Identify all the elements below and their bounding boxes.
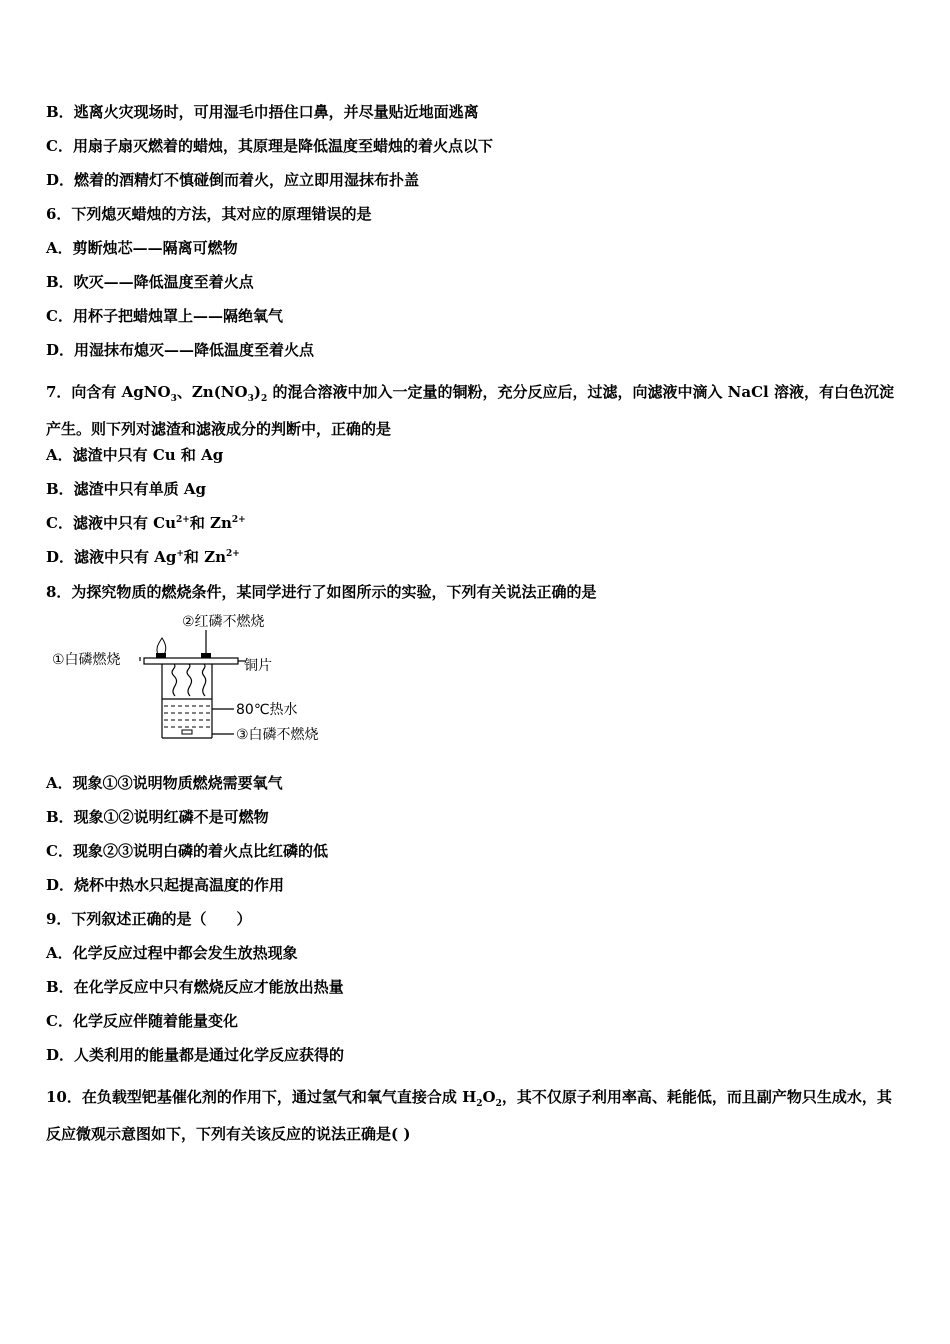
question-7-option-d — [46, 547, 240, 567]
q10-stem-part: ，其不仅原子利用率高、耗能低，而且副产物只生成水，其反应微观示意图如下，下列有关该反应的说法正确是( ) — [46, 1088, 892, 1143]
question-10-stem — [46, 1079, 904, 1153]
q7-stem-part: 的混合溶液中加入一定量的铜粉，充分反应后，过滤，向滤液中滴入 NaCl 溶液，有白色沉淀产生。则下列对滤渣和滤液成分的判断中，正确的是 — [46, 383, 894, 438]
question-8-option-b: B．现象①②说明红磷不是可燃物 — [46, 808, 269, 826]
q7-sub: 3 — [247, 394, 254, 404]
label-red-phosphorus: ②红磷不燃烧 — [182, 614, 265, 630]
question-8-option-d: D．烧杯中热水只起提高温度的作用 — [46, 876, 285, 894]
question-9-option-a: A．化学反应过程中都会发生放热现象 — [46, 944, 298, 962]
q7c-sup: 2+ — [231, 515, 246, 525]
q7d-part: 和 Zn — [183, 548, 226, 566]
question-9-option-b: B．在化学反应中只有燃烧反应才能放出热量 — [46, 978, 344, 996]
q7-sub: 3 — [170, 394, 177, 404]
question-9-option-d: D．人类利用的能量都是通过化学反应获得的 — [46, 1046, 345, 1064]
question-6-option-d: D．用湿抹布熄灭——降低温度至着火点 — [46, 341, 315, 359]
label-white-phosphorus-in-water: ③白磷不燃烧 — [236, 727, 319, 743]
question-9-stem: 9．下列叙述正确的是（ ） — [46, 910, 252, 928]
question-7-stem — [46, 374, 904, 448]
label-white-phosphorus-burning: ①白磷燃烧 — [52, 652, 121, 668]
q10-sub: 2 — [476, 1099, 483, 1109]
label-copper-sheet: 铜片 — [244, 658, 272, 674]
question-7-option-c — [46, 513, 246, 533]
q7-sub: 2 — [260, 394, 268, 404]
label-hot-water: 80℃热水 — [236, 702, 298, 718]
question-8-stem: 8．为探究物质的燃烧条件，某同学进行了如图所示的实验，下列有关说法正确的是 — [46, 583, 597, 601]
q7-stem-part: 7．向含有 AgNO — [46, 383, 171, 401]
q7-stem-part: ) — [253, 383, 261, 401]
question-9-option-c: C．化学反应伴随着能量变化 — [46, 1012, 238, 1030]
q10-stem-part: O — [482, 1088, 496, 1106]
q7-stem-part: 、Zn(NO — [176, 383, 248, 401]
q7d-part: D．滤液中只有 Ag — [46, 548, 177, 566]
q10-sub: 2 — [495, 1099, 502, 1109]
question-6-stem: 6．下列熄灭蜡烛的方法，其对应的原理错误的是 — [46, 205, 372, 223]
apparatus-drawing — [140, 630, 246, 738]
question-6-option-a: A．剪断烛芯——隔离可燃物 — [46, 239, 238, 257]
q7d-sup: 2+ — [225, 549, 240, 559]
question-7-option-a: A．滤渣中只有 Cu 和 Ag — [46, 446, 224, 464]
combustion-experiment-diagram — [50, 606, 350, 751]
question-6-option-b: B．吹灭——降低温度至着火点 — [46, 273, 254, 291]
white-phosphorus-underwater — [182, 730, 192, 734]
question-5-option-b: B．逃离火灾现场时，可用湿毛巾捂住口鼻，并尽量贴近地面逃离 — [46, 103, 479, 121]
q7c-part: 和 Zn — [189, 514, 232, 532]
q7c-part: C．滤液中只有 Cu — [46, 514, 177, 532]
q7c-sup: 2+ — [176, 515, 190, 525]
question-6-option-c: C．用杯子把蜡烛罩上——隔绝氧气 — [46, 307, 283, 325]
white-phosphorus-on-copper — [156, 653, 166, 658]
question-7-option-b: B．滤渣中只有单质 Ag — [46, 480, 207, 498]
question-8-option-c: C．现象②③说明白磷的着火点比红磷的低 — [46, 842, 328, 860]
water-dashes — [164, 706, 210, 727]
q7d-sup: + — [176, 549, 184, 559]
question-8-option-a: A．现象①③说明物质燃烧需要氧气 — [46, 774, 283, 792]
question-5-option-d: D．燃着的酒精灯不慎碰倒而着火，应立即用湿抹布扑盖 — [46, 171, 420, 189]
red-phosphorus-on-copper — [201, 653, 211, 658]
question-5-option-c: C．用扇子扇灭燃着的蜡烛，其原理是降低温度至蜡烛的着火点以下 — [46, 137, 493, 155]
q10-stem-part: 10．在负载型钯基催化剂的作用下，通过氢气和氧气直接合成 H — [46, 1088, 477, 1106]
